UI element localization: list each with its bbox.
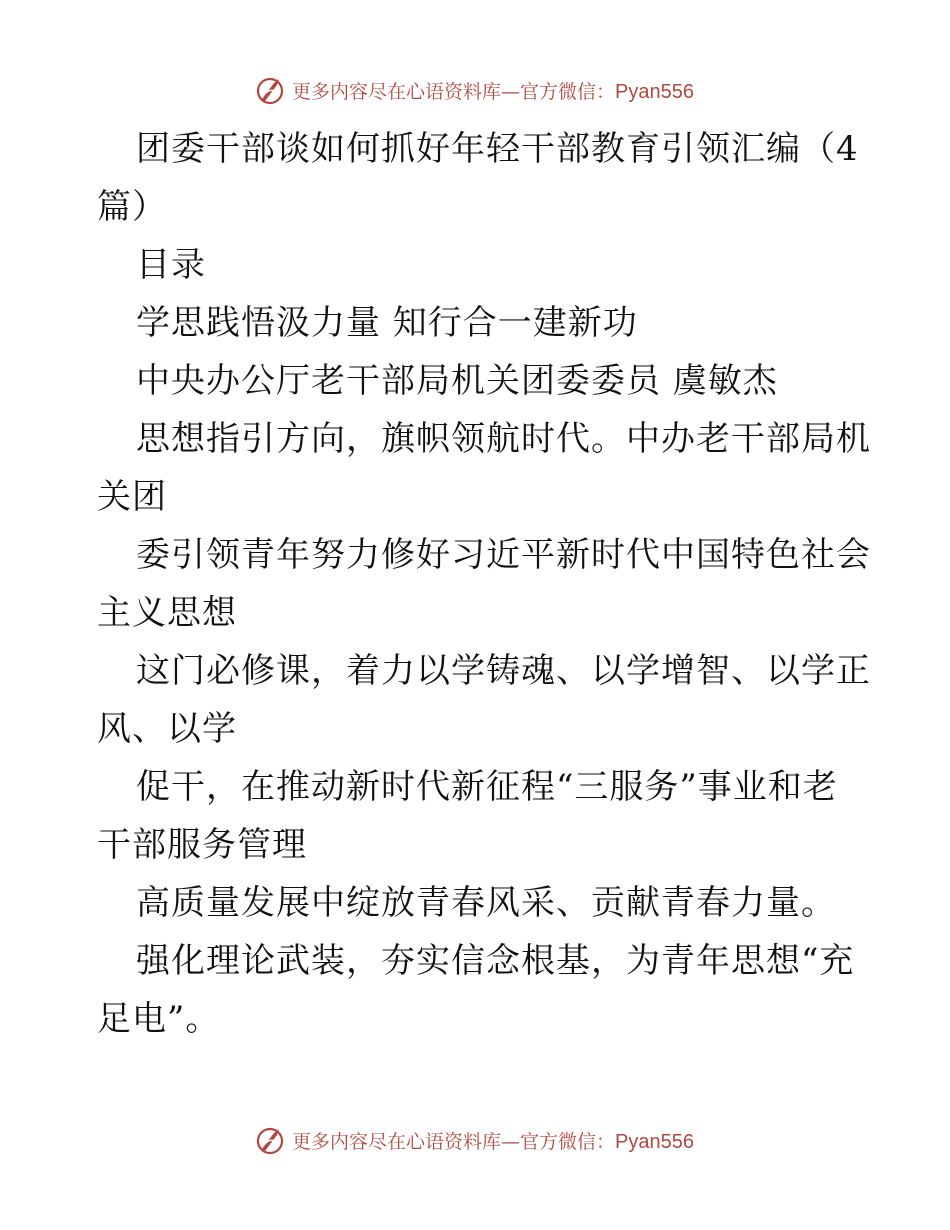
doc-line: 足电”。 [97,999,221,1039]
doc-line: 促干，在推动新时代新征程“三服务”事业和老 [136,767,838,807]
footer-banner [0,1120,950,1160]
doc-line: 学思践悟汲力量 知行合一建新功 [136,303,638,343]
wechat-id: Pyan556 [615,1130,694,1153]
pen-logo-icon [256,75,286,105]
doc-line: 干部服务管理 [97,825,307,865]
banner-text: 更多内容尽在心语资料库—官方微信：Pyan556 [292,1130,694,1153]
wechat-id: Pyan556 [615,80,694,103]
doc-line: 篇） [97,187,167,227]
doc-line: 团委干部谈如何抓好年轻干部教育引领汇编（4 [136,129,859,169]
doc-line: 中央办公厅老干部局机关团委委员 虞敏杰 [136,361,778,401]
doc-line: 思想指引方向，旗帜领航时代。中办老干部局机 [136,419,871,459]
doc-line: 目录 [136,245,206,285]
doc-line: 委引领青年努力修好习近平新时代中国特色社会 [136,535,871,575]
doc-line: 这门必修课，着力以学铸魂、以学增智、以学正 [136,651,871,691]
doc-line: 关团 [97,477,167,517]
document-body [97,120,871,1048]
doc-line: 高质量发展中绽放青春风采、贡献青春力量。 [136,883,836,923]
banner-text: 更多内容尽在心语资料库—官方微信：Pyan556 [292,80,694,103]
doc-line: 主义思想 [97,593,237,633]
header-banner [0,70,950,110]
doc-line: 强化理论武装，夯实信念根基，为青年思想“充 [136,941,855,981]
doc-line: 风、以学 [97,709,237,749]
pen-logo-icon [256,1125,286,1155]
